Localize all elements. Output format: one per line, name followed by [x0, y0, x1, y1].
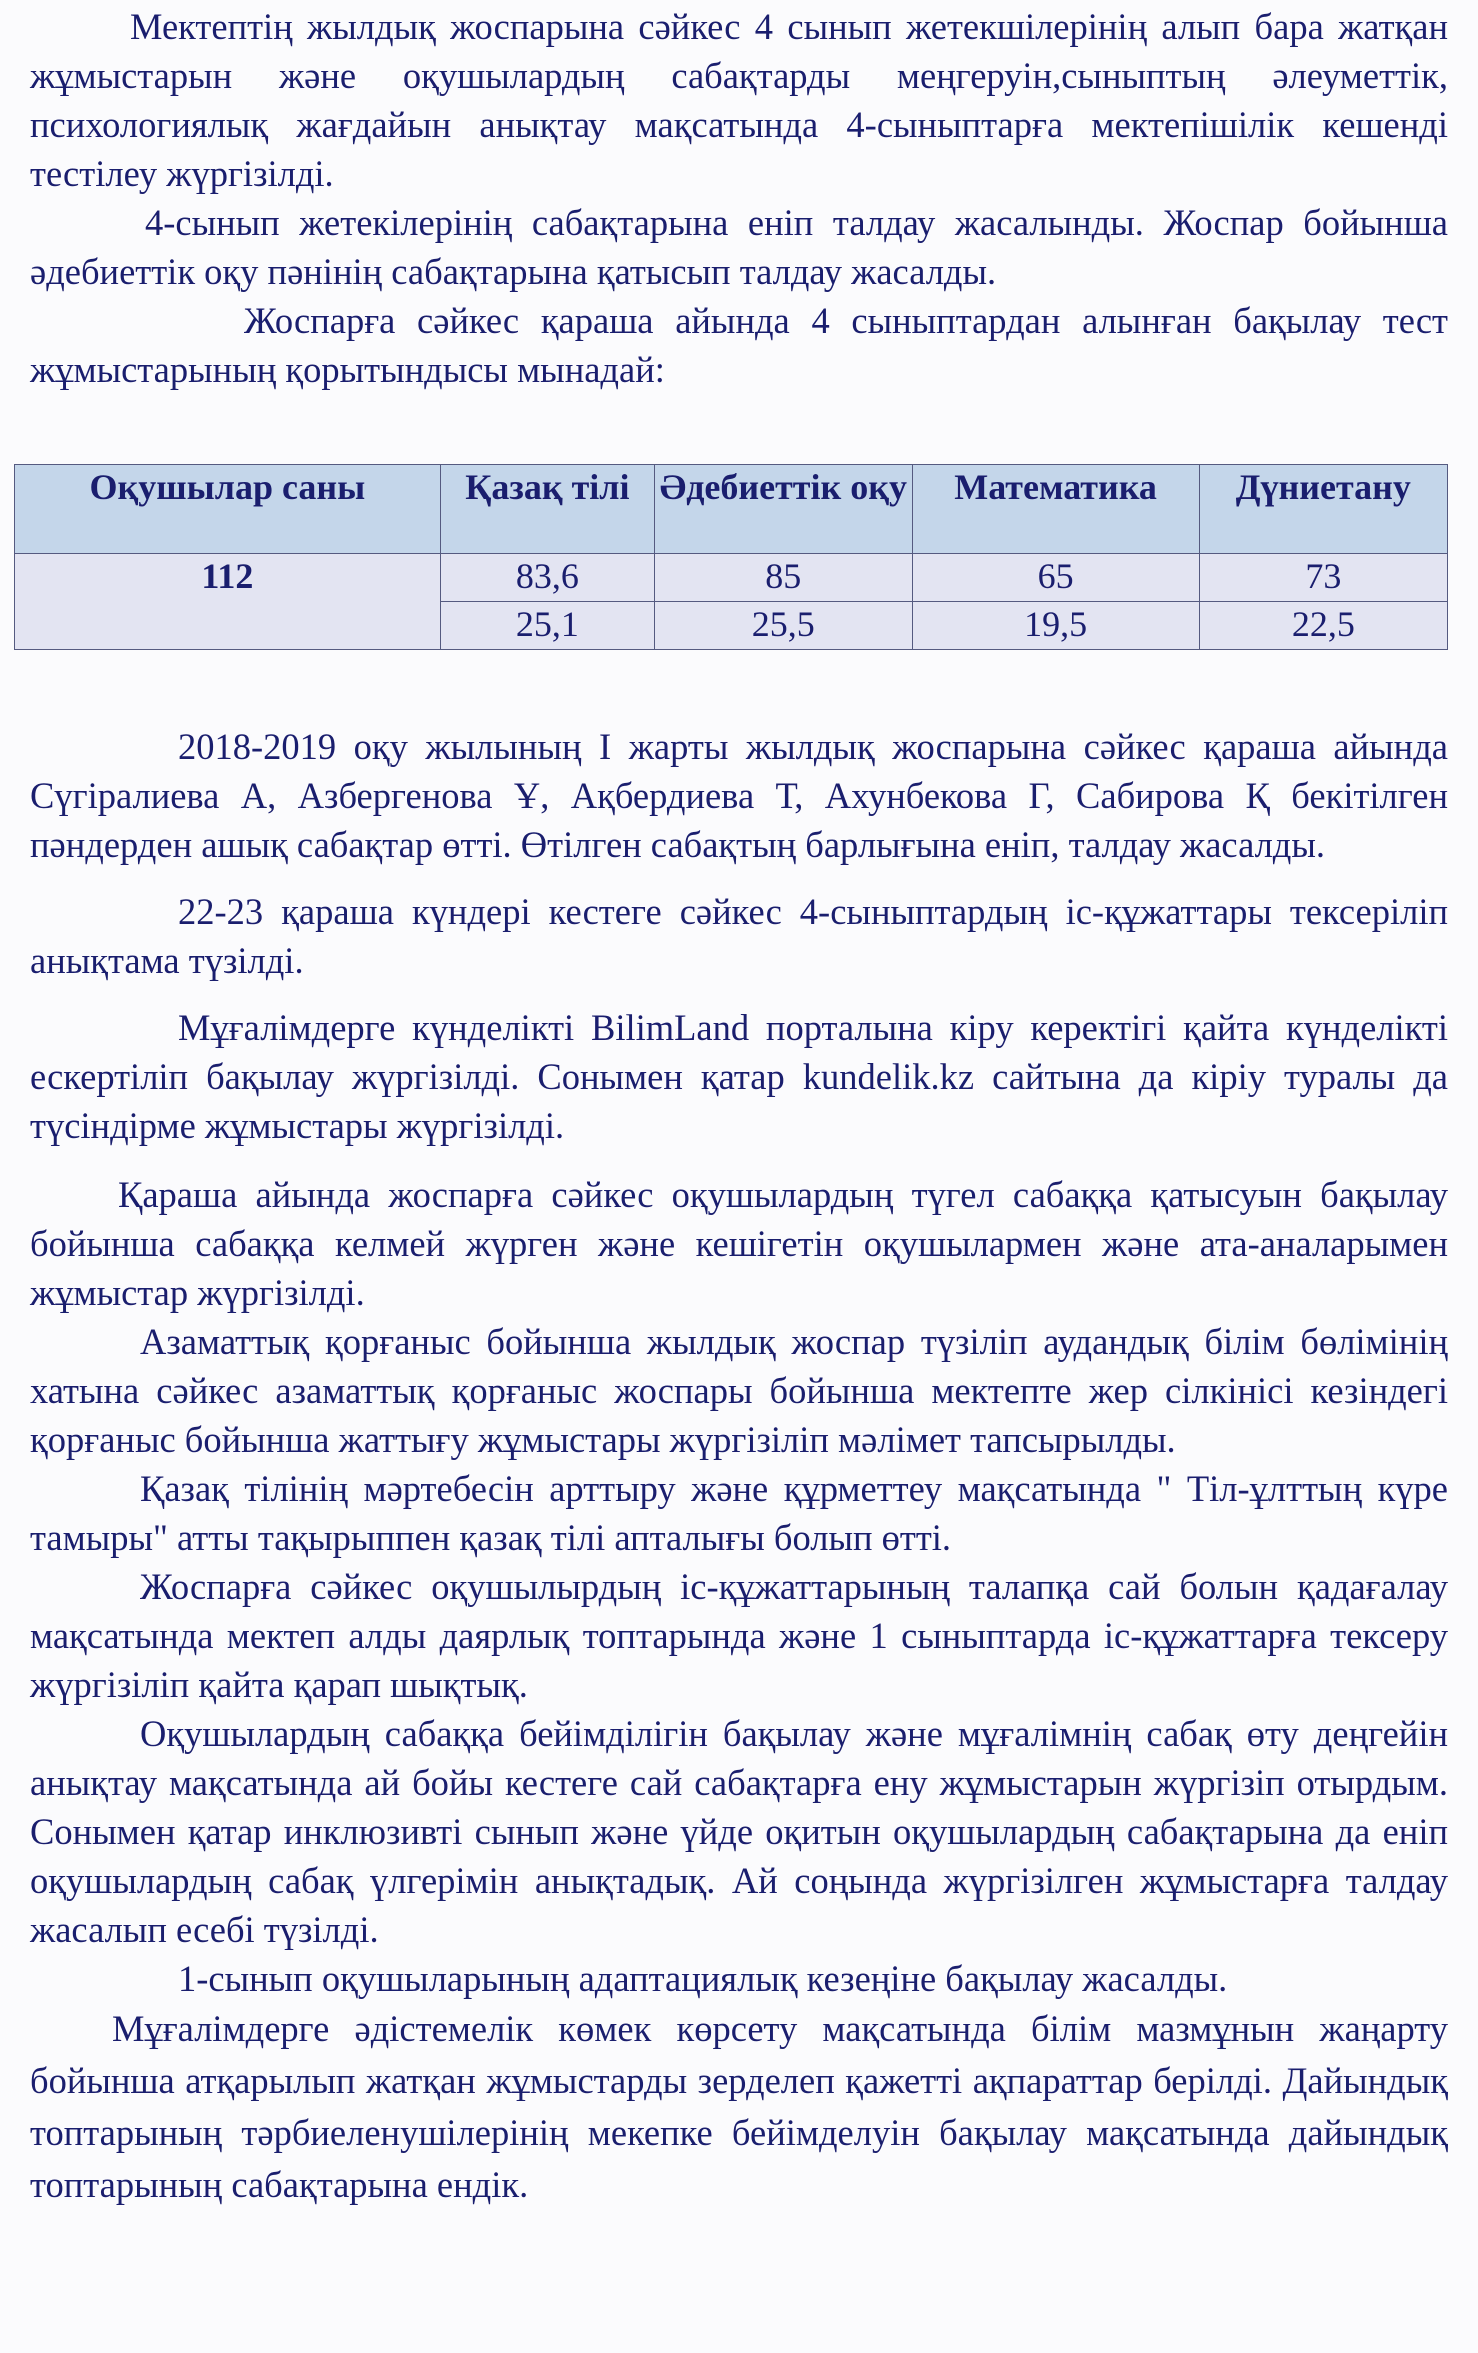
- paragraph-intro-testing: Мектептің жылдық жоспарына сәйкес 4 сынып жетекшілерінің алып бара жатқан жұмыстарын және оқушылардың сабақтарды меңгеруін,сыныптың әлеуметтік, психологиялық жағдайын анықтау мақсатында 4-сыныптарға мектепішілік кешенді тестілеу жүргізілді.: [30, 6, 1448, 194]
- header-kazakh-language: Қазақ тілі: [440, 465, 654, 554]
- paragraph-preschool-documents: Жоспарға сәйкес оқушылырдың іс-құжаттарының талапқа сай болын қадағалау мақсатында мектеп алды даярлық топтарында және 1 сыныптарда іс-құжаттарға тексеру жүргізіліп қайта қарап шықтық.: [30, 1566, 1448, 1705]
- paragraph-attendance: Қараша айында жоспарға сәйкес оқушылардың түгел сабаққа қатысуын бақылау бойынша сабаққа келмей жүрген және кешігетін оқушылармен және ата-аналарымен жұмыстар жүргізілді.: [30, 1174, 1448, 1313]
- table-cell: 19,5: [912, 602, 1199, 650]
- paragraph-intro-results: Жоспарға сәйкес қараша айында 4 сыныптардан алынған бақылау тест жұмыстарының қорытындысы мынадай:: [30, 300, 1448, 390]
- paragraph-civil-defense: Азаматтық қорғаныс бойынша жылдық жоспар түзіліп аудандық білім бөлімінің хатына сәйкес азаматтық қорғаныс жоспары бойынша мектепте жер сілкінісі кезіндегі қорғаныс бойынша жаттығу жұмыстары жүргізіліп мәлімет тапсырылды.: [30, 1321, 1448, 1460]
- results-table-wrapper: [14, 464, 1448, 650]
- header-world-studies: Дүниетану: [1199, 465, 1447, 554]
- paragraph-bilimland: Мұғалімдерге күнделікті BilimLand порталына кіру керектігі қайта күнделікті ескертіліп бақылау жүргізілді. Сонымен қатар kundelik.kz сайтына да кіріу туралы да түсіндірме жұмыстары жүргізілді.: [30, 1007, 1448, 1146]
- paragraph-lesson-visits: Оқушылардың сабаққа бейімділігін бақылау және мұғалімнің сабақ өту деңгейін анықтау мақсатында ай бойы кестеге сай сабақтарға ену жұмыстарын жүргізіп отырдым. Сонымен қатар инклюзивті сынып және үйде оқитын оқушылардың сабақтарына да еніп оқушылардың сабақ үлгерімін анықтадық. Ай соңында жүргізілген жұмыстарға талдау жасалып есебі түзілді.: [30, 1713, 1448, 1950]
- table-cell: 83,6: [440, 554, 654, 602]
- header-mathematics: Математика: [912, 465, 1199, 554]
- document-page: [30, 2, 1448, 2211]
- table-cell: 85: [655, 554, 912, 602]
- paragraph-documents-check: 22-23 қараша күндері кестеге сәйкес 4-сыныптардың іс-құжаттары тексеріліп анықтама түзілді.: [30, 891, 1448, 981]
- table-cell: 22,5: [1199, 602, 1447, 650]
- paragraph-methodical-help: Мұғалімдерге әдістемелік көмек көрсету мақсатында білім мазмұнын жаңарту бойынша атқарылып жатқан жұмыстарды зерделеп қажетті ақпараттар берілді. Дайындық топтарының тәрбиеленушілерінің мекепке бейімделуін бақылау мақсатында дайындық топтарының сабақтарына ендік.: [30, 2008, 1448, 2205]
- table-cell: 65: [912, 554, 1199, 602]
- table-row: [15, 554, 1448, 602]
- results-table: [14, 464, 1448, 650]
- paragraph-adaptation: 1-сынып оқушыларының адаптациялық кезеңіне бақылау жасалды.: [178, 1958, 1228, 1999]
- header-literary-reading: Әдебиеттік оқу: [655, 465, 912, 554]
- paragraph-kazakh-week: Қазақ тілінің мәртебесін арттыру және құрметтеу мақсатында " Тіл-ұлттың күре тамыры" атты тақырыппен қазақ тілі апталығы болып өтті.: [30, 1468, 1448, 1558]
- paragraph-open-lessons: 2018-2019 оқу жылының І жарты жылдық жоспарына сәйкес қараша айында Сүгіралиева А, Азбергенова Ұ, Ақбердиева Т, Ахунбекова Г, Сабирова Қ бекітілген пәндерден ашық сабақтар өтті. Өтілген сабақтың барлығына еніп, талдау жасалды.: [30, 726, 1448, 865]
- table-cell: 25,1: [440, 602, 654, 650]
- table-cell: 73: [1199, 554, 1447, 602]
- header-student-count: Оқушылар саны: [15, 465, 441, 554]
- table-header-row: [15, 465, 1448, 554]
- table-cell: 25,5: [655, 602, 912, 650]
- cell-student-count: 112: [15, 554, 441, 650]
- paragraph-intro-analysis: 4-сынып жетекілерінің сабақтарына еніп талдау жасалынды. Жоспар бойынша әдебиеттік оқу пәнінің сабақтарына қатысып талдау жасалды.: [30, 202, 1448, 292]
